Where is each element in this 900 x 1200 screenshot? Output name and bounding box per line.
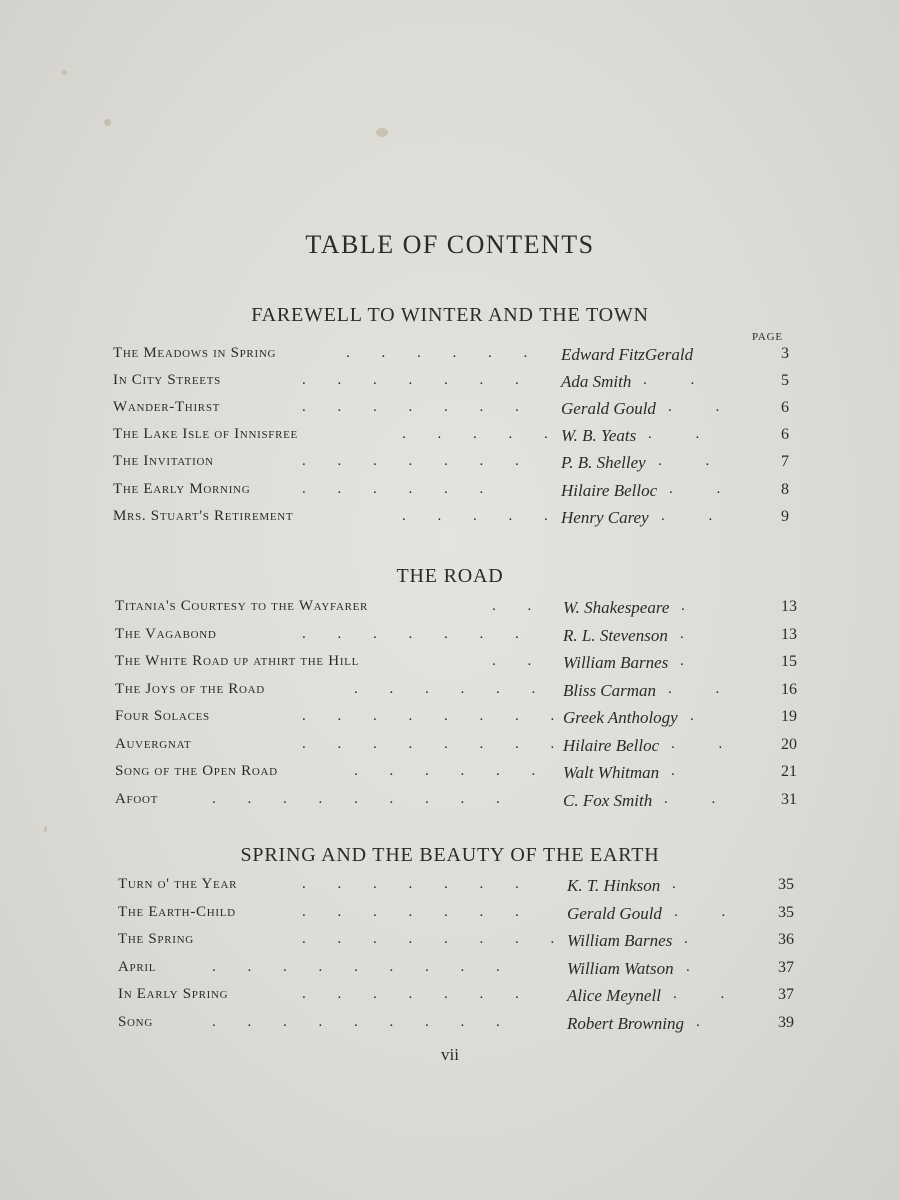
entry-author: K. T. Hinkson: [567, 876, 661, 895]
paper-speck: [104, 119, 111, 126]
dot-leader: . . . . . .: [302, 480, 498, 497]
toc-entry: [0, 763, 900, 789]
toc-entry: [0, 345, 900, 371]
entry-author: Alice Meynell: [567, 986, 661, 1006]
entry-title: In Early Spring: [118, 986, 229, 1003]
entry-author: Robert Browning: [567, 1014, 684, 1033]
entry-title: The Joys of the Road: [115, 680, 265, 697]
entry-page-number: 9: [781, 507, 789, 525]
entry-page-number: 35: [778, 876, 794, 893]
entry-page-number: 35: [778, 903, 794, 921]
page-column-label: PAGE: [752, 331, 783, 343]
entry-author: R. L. Stevenson: [563, 625, 668, 645]
toc-entry: [0, 959, 900, 985]
dot-leader: . . . . . . . .: [302, 735, 569, 752]
paper-speck: [62, 70, 67, 75]
dot-leader: . . . . . . .: [302, 399, 533, 416]
dot-leader: . . . . . . .: [302, 372, 533, 389]
dot-leader: . . . . . . .: [302, 453, 533, 470]
paper-speck: [44, 826, 47, 832]
entry-title: Wander-Thirst: [113, 399, 221, 416]
toc-entry: [0, 399, 900, 425]
toc-entry: [0, 1014, 900, 1040]
entry-title: The Meadows in Spring: [113, 345, 277, 361]
entry-author: Hilaire Belloc: [563, 735, 660, 755]
entry-title: Turn o' the Year: [118, 876, 238, 892]
author-leader: .: [696, 1014, 720, 1030]
dot-leader: . . . . . . .: [302, 876, 533, 892]
entry-title: The Earth-Child: [118, 903, 236, 920]
author-leader: .: [681, 598, 705, 614]
section-heading: FAREWELL TO WINTER AND THE TOWN: [251, 304, 649, 326]
author-leader: .: [680, 653, 704, 669]
dot-leader: . . . . . . . .: [302, 931, 569, 948]
dot-leader: . . . . . . . . .: [212, 958, 514, 975]
entry-title: Auvergnat: [115, 735, 192, 752]
dot-leader: . . . . . . . . .: [212, 1014, 514, 1030]
entry-title: Mrs. Stuart's Retirement: [113, 507, 294, 524]
author-leader: .: [672, 876, 696, 892]
paper-speck: [376, 128, 388, 137]
dot-leader: . . . . . . .: [302, 625, 533, 642]
entry-author: P. B. Shelley: [561, 453, 646, 473]
entry-page-number: 37: [778, 986, 794, 1004]
author-leader: . .: [664, 790, 736, 807]
author-leader: . .: [674, 903, 746, 920]
dot-leader: . . . . . . . .: [302, 708, 569, 724]
toc-entry: [0, 481, 900, 507]
entry-author: Greek Anthology: [563, 708, 678, 727]
entry-page-number: 13: [781, 598, 797, 615]
entry-author: Edward FitzGerald: [561, 345, 694, 364]
dot-leader: . . . . . .: [354, 680, 550, 697]
author-leader: . .: [648, 426, 720, 443]
section-heading: THE ROAD: [396, 565, 504, 587]
author-leader: . .: [643, 372, 715, 389]
entry-title: April: [118, 958, 157, 975]
toc-entry: [0, 653, 900, 679]
entry-author: Walt Whitman: [563, 763, 660, 782]
toc-entry: [0, 931, 900, 957]
entry-author: William Barnes: [563, 653, 669, 672]
dot-leader: . . . . .: [402, 507, 562, 524]
entry-title: The Vagabond: [115, 625, 217, 642]
entry-page-number: 37: [778, 958, 794, 976]
author-leader: . .: [668, 399, 740, 416]
entry-author: C. Fox Smith: [563, 790, 653, 810]
author-leader: . .: [671, 735, 743, 752]
author-leader: .: [686, 958, 710, 975]
toc-entry: [0, 598, 900, 624]
entry-title: In City Streets: [113, 372, 221, 389]
entry-page-number: 5: [781, 372, 789, 390]
entry-author: W. B. Yeats: [561, 426, 637, 446]
toc-entry: [0, 453, 900, 479]
entry-author: William Watson: [567, 958, 674, 978]
author-leader: . .: [669, 480, 741, 497]
dot-leader: . . . . . . .: [302, 986, 533, 1003]
entry-page-number: 3: [781, 345, 789, 362]
author-leader: .: [684, 931, 708, 948]
entry-author: Ada Smith: [561, 372, 632, 392]
entry-page-number: 19: [781, 708, 797, 725]
entry-author: W. Shakespeare: [563, 598, 670, 617]
folio-number: vii: [441, 1045, 459, 1064]
entry-author: William Barnes: [567, 931, 673, 951]
entry-page-number: 6: [781, 426, 789, 444]
toc-entry: [0, 708, 900, 734]
dot-leader: . .: [492, 653, 546, 669]
entry-author: Gerald Gould: [561, 399, 656, 419]
entry-author: Hilaire Belloc: [561, 480, 658, 500]
author-leader: . .: [668, 680, 740, 697]
entry-page-number: 36: [778, 931, 794, 949]
entry-title: Four Solaces: [115, 708, 210, 724]
entry-page-number: 16: [781, 680, 797, 698]
entry-page-number: 15: [781, 653, 797, 670]
entry-title: Song: [118, 1014, 153, 1030]
entry-page-number: 20: [781, 735, 797, 753]
toc-entry: [0, 736, 900, 762]
entry-title: The White Road up athirt the Hill: [115, 653, 360, 669]
entry-author: Bliss Carman: [563, 680, 657, 700]
author-leader: .: [690, 708, 714, 724]
page-title: TABLE OF CONTENTS: [305, 230, 595, 259]
entry-title: Afoot: [115, 790, 159, 807]
entry-title: Song of the Open Road: [115, 763, 278, 779]
entry-title: The Spring: [118, 931, 194, 948]
toc-entry: [0, 791, 900, 817]
toc-entry: [0, 508, 900, 534]
toc-entry: [0, 372, 900, 398]
dot-leader: . . . . . .: [346, 345, 542, 361]
toc-entry: [0, 426, 900, 452]
author-leader: . .: [661, 507, 733, 524]
toc-entry: [0, 876, 900, 902]
section-heading: SPRING AND THE BEAUTY OF THE EARTH: [240, 844, 660, 866]
entry-author: Henry Carey: [561, 507, 649, 527]
entry-page-number: 7: [781, 453, 789, 471]
dot-leader: . .: [492, 598, 546, 614]
entry-page-number: 6: [781, 399, 789, 417]
toc-entry: [0, 681, 900, 707]
author-leader: .: [671, 763, 695, 779]
entry-page-number: 39: [778, 1014, 794, 1031]
author-leader: .: [680, 625, 704, 642]
entry-title: The Lake Isle of Innisfree: [113, 426, 298, 443]
entry-title: The Invitation: [113, 453, 214, 470]
dot-leader: . . . . . . .: [302, 903, 533, 920]
dot-leader: . . . . . .: [354, 763, 550, 779]
entry-page-number: 31: [781, 790, 797, 808]
toc-entry: [0, 904, 900, 930]
entry-page-number: 21: [781, 763, 797, 780]
author-leader: . .: [673, 986, 745, 1003]
entry-title: Titania's Courtesy to the Wayfarer: [115, 598, 369, 614]
entry-page-number: 8: [781, 480, 789, 498]
entry-title: The Early Morning: [113, 480, 251, 497]
dot-leader: . . . . .: [402, 426, 562, 443]
toc-entry: [0, 626, 900, 652]
dot-leader: . . . . . . . . .: [212, 790, 514, 807]
entry-page-number: 13: [781, 625, 797, 643]
author-leader: . .: [658, 453, 730, 470]
toc-entry: [0, 986, 900, 1012]
entry-author: Gerald Gould: [567, 903, 662, 923]
